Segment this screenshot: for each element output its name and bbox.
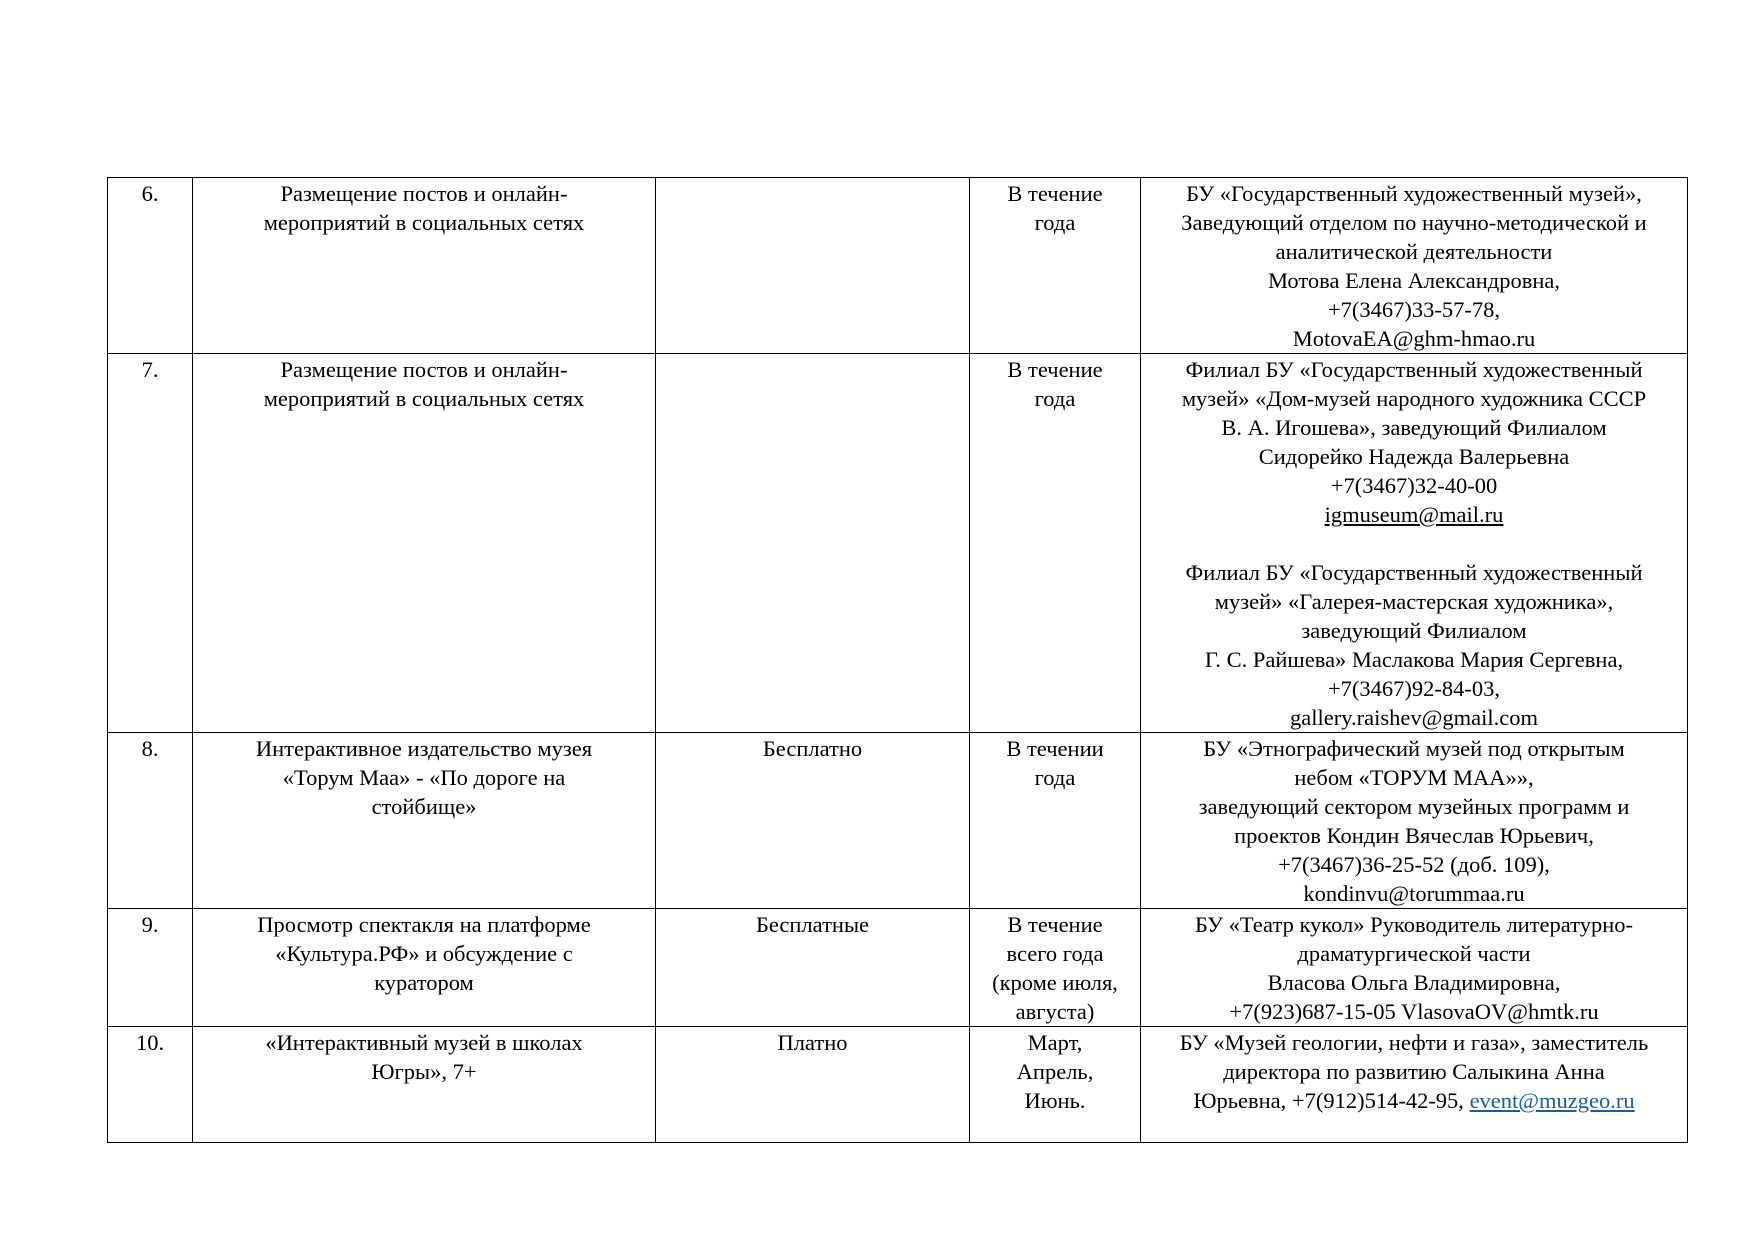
text-line: В течение [1007, 181, 1103, 206]
text-line: БУ «Этнографический музей под открытым [1203, 736, 1625, 761]
text-line: Интерактивное издательство музея [255, 736, 593, 761]
price-cell [656, 178, 970, 354]
text-line: БУ «Государственный художественный музей», [1186, 181, 1642, 206]
email-text: gallery.raishev@gmail.com [1290, 705, 1538, 730]
event-cell [193, 354, 656, 733]
text-line: +7(923)687-15-05 VlasovaOV@hmtk.ru [1229, 999, 1599, 1024]
text-line: Платно [777, 1030, 848, 1055]
email-link[interactable]: igmuseum@mail.ru [1324, 502, 1504, 527]
text-line: Бесплатно [762, 736, 863, 761]
text-line: В течении [1006, 736, 1104, 761]
event-cell [193, 733, 656, 909]
text-line: музей» «Дом-музей народного художника СССР [1181, 386, 1647, 411]
row-number [108, 909, 193, 1027]
contact-cell [1141, 178, 1688, 354]
text-line: +7(3467)92-84-03, [1327, 676, 1501, 701]
table-row [108, 354, 1688, 733]
text-line: БУ «Театр кукол» Руководитель литературно- [1194, 912, 1634, 937]
text-line: Март, [1027, 1030, 1083, 1055]
text-line: Мотова Елена Александровна, [1267, 268, 1561, 293]
contact-last-line: Юрьевна, +7(912)514-42-95, [1193, 1088, 1470, 1113]
text-line: Заведующий отделом по научно-методической и [1181, 210, 1647, 235]
text-line: В течение [1007, 357, 1103, 382]
contact-cell [1141, 909, 1688, 1027]
email-text: MotovaEA@ghm-hmao.ru [1292, 326, 1536, 351]
row-number [108, 1027, 193, 1143]
period-cell [970, 909, 1141, 1027]
text-line: музей» «Галерея-мастерская художника», [1214, 589, 1614, 614]
text-line: Филиал БУ «Государственный художественный [1185, 357, 1643, 382]
text-line: Бесплатные [755, 912, 870, 937]
text-line: 7. [141, 357, 159, 382]
text-line: Просмотр спектакля на платформе [257, 912, 591, 937]
text-line: небом «ТОРУМ МАА»», [1294, 765, 1534, 790]
text-line: аналитической деятельности [1275, 239, 1553, 264]
text-line: всего года [1006, 941, 1104, 966]
text-line: куратором [374, 970, 474, 995]
text-line: 10. [135, 1030, 165, 1055]
text-line: 6. [141, 181, 159, 206]
text-line: «Культура.РФ» и обсуждение с [275, 941, 573, 966]
text-line: заведующий Филиалом [1301, 618, 1527, 643]
text-line: заведующий сектором музейных программ и [1198, 794, 1630, 819]
text-line: августа) [1015, 999, 1095, 1024]
text-line: БУ «Музей геологии, нефти и газа», заместитель [1179, 1030, 1649, 1055]
row-number [108, 733, 193, 909]
row-number [108, 354, 193, 733]
text-line: мероприятий в социальных сетях [263, 386, 585, 411]
text-line: Г. С. Райшева» Маслакова Мария Сергевна, [1204, 647, 1624, 672]
text-line: В. А. Игошева», заведующий Филиалом [1221, 415, 1607, 440]
text-line: В течение [1007, 912, 1103, 937]
text-line: «Торум Маа» - «По дороге на [282, 765, 566, 790]
text-line: Югры», 7+ [371, 1059, 477, 1084]
contact-cell [1141, 733, 1688, 909]
table-row [108, 733, 1688, 909]
period-cell [970, 354, 1141, 733]
period-cell [970, 733, 1141, 909]
text-line: (кроме июля, [992, 970, 1118, 995]
price-cell [656, 733, 970, 909]
text-line: Власова Ольга Владимировна, [1267, 970, 1561, 995]
text-line: года [1034, 210, 1076, 235]
text-line: +7(3467)32-40-00 [1330, 473, 1498, 498]
text-line: Филиал БУ «Государственный художественный [1185, 560, 1643, 585]
email-link[interactable]: event@muzgeo.ru [1469, 1088, 1635, 1113]
event-cell [193, 909, 656, 1027]
text-line: «Интерактивный музей в школах [265, 1030, 583, 1055]
event-cell [193, 178, 656, 354]
text-line: Сидорейко Надежда Валерьевна [1258, 444, 1570, 469]
text-line: 9. [141, 912, 159, 937]
text-line: директора по развитию Салыкина Анна [1223, 1059, 1605, 1084]
table-row [108, 1027, 1688, 1143]
text-line: мероприятий в социальных сетях [263, 210, 585, 235]
contact-cell [1141, 1027, 1688, 1143]
text-line: стойбище» [371, 794, 477, 819]
email-text: kondinvu@torummaa.ru [1303, 881, 1525, 906]
row-number [108, 178, 193, 354]
events-table [107, 177, 1688, 1143]
text-line: года [1034, 386, 1076, 411]
table-row [108, 909, 1688, 1027]
text-line: Апрель, [1016, 1059, 1094, 1084]
text-line: проектов Кондин Вячеслав Юрьевич, [1234, 823, 1594, 848]
table-row [108, 178, 1688, 354]
period-cell [970, 1027, 1141, 1143]
text-line: драматургической части [1297, 941, 1531, 966]
price-cell [656, 354, 970, 733]
contact-cell [1141, 354, 1688, 733]
text-line: Размещение постов и онлайн- [280, 181, 568, 206]
text-line: Размещение постов и онлайн- [280, 357, 568, 382]
text-line: +7(3467)36-25-52 (доб. 109), [1278, 852, 1550, 877]
text-line: 8. [141, 736, 159, 761]
period-cell [970, 178, 1141, 354]
text-line: Июнь. [1024, 1088, 1086, 1113]
text-line: года [1034, 765, 1076, 790]
event-cell [193, 1027, 656, 1143]
price-cell [656, 909, 970, 1027]
text-line: +7(3467)33-57-78, [1327, 297, 1501, 322]
price-cell [656, 1027, 970, 1143]
